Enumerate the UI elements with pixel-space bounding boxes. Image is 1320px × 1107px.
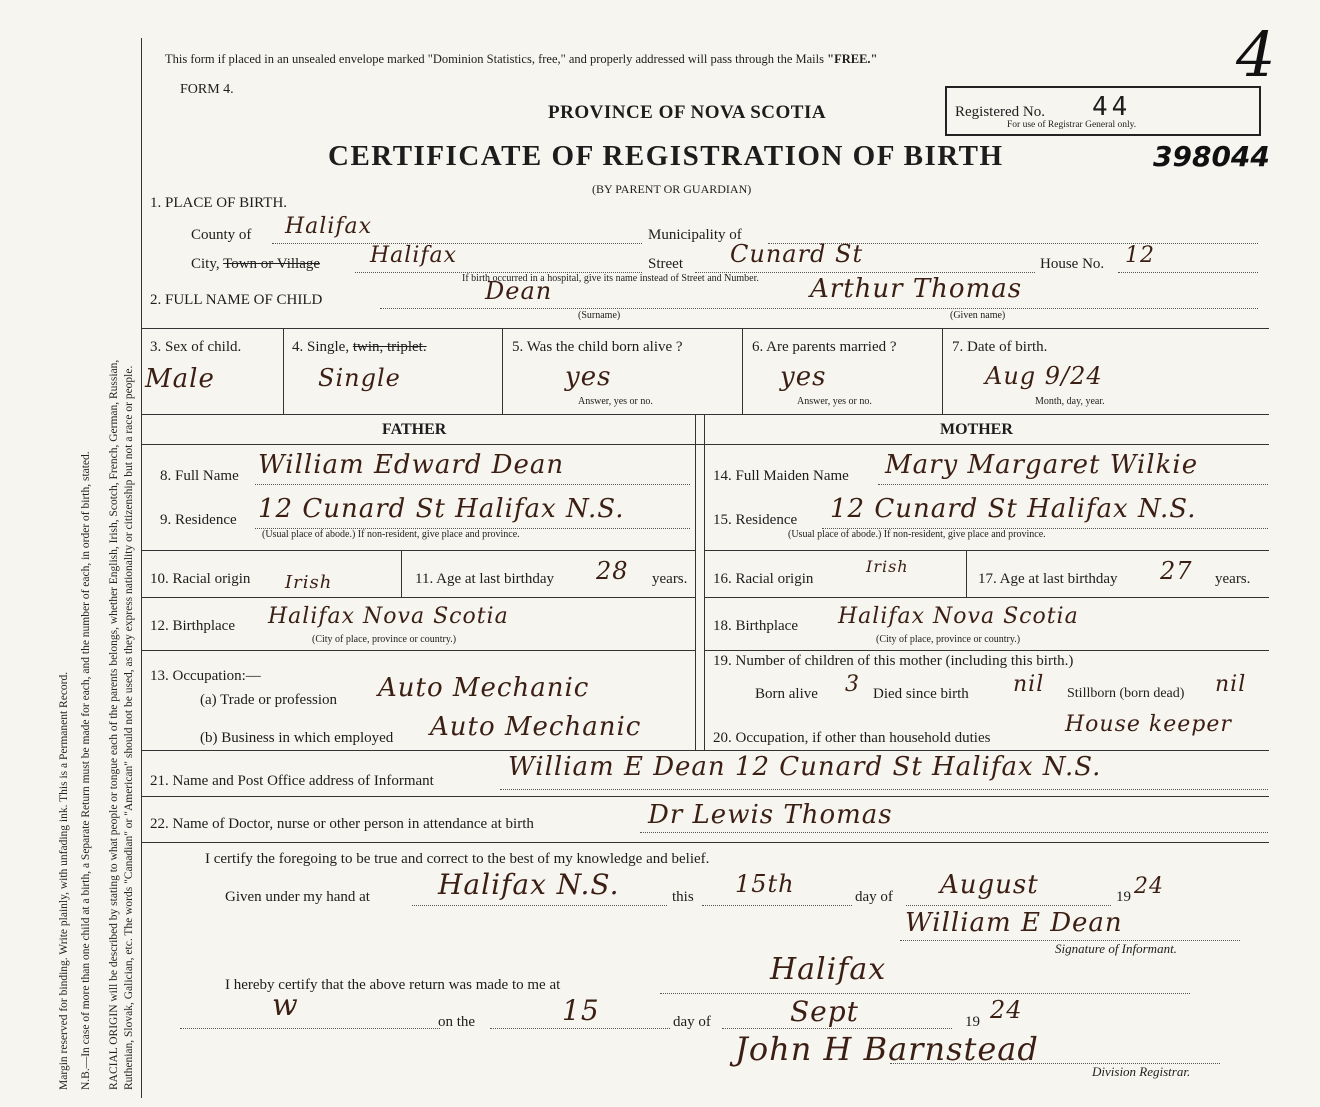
- born-alive-caption: Answer, yes or no.: [578, 396, 653, 407]
- mother-row-border-1: [704, 550, 1269, 551]
- row-top-border: [141, 328, 1269, 329]
- doctor-label: 22. Name of Doctor, nurse or other person in attendance at birth: [150, 816, 534, 832]
- plurality-value: Single: [318, 364, 401, 392]
- side-note-racial-origin-1: RACIAL ORIGIN will be described by stating to what people or tongue each of the parents belongs, whether English, Irish, Scotch, French, German, Russian,: [108, 359, 120, 1090]
- mother-heading: MOTHER: [940, 421, 1013, 438]
- mother-birthplace-value: Halifax Nova Scotia: [838, 604, 1079, 629]
- county-label: County of: [191, 227, 252, 243]
- child-name-label: 2. FULL NAME OF CHILD: [150, 292, 323, 308]
- mother-name-value: Mary Margaret Wilkie: [885, 450, 1199, 480]
- registrar-on-label: on the: [438, 1014, 476, 1030]
- registrar-month-line: [722, 1028, 952, 1029]
- place-of-birth-heading: 1. PLACE OF BIRTH.: [150, 195, 288, 211]
- mother-occupation-label: 20. Occupation, if other than household duties: [713, 730, 991, 746]
- mother-racial-value: Irish: [866, 557, 909, 576]
- registrar-year-prefix: 19: [965, 1014, 980, 1030]
- born-alive-label: 5. Was the child born alive ?: [512, 339, 683, 355]
- father-name-label: 8. Full Name: [160, 468, 239, 484]
- surname-caption: (Surname): [578, 310, 621, 321]
- father-row-border-1: [141, 550, 695, 551]
- mail-notice-text: This form if placed in an unsealed envelope marked "Dominion Statistics, free," and properly addressed will pass through the Mails: [165, 52, 824, 66]
- col-divider-2: [502, 328, 503, 414]
- dob-caption: Month, day, year.: [1035, 396, 1105, 407]
- informant-label: 21. Name and Post Office address of Informant: [150, 773, 434, 789]
- father-trade-value: Auto Mechanic: [378, 673, 590, 703]
- form-number: FORM 4.: [180, 82, 234, 97]
- mother-children-label: 19. Number of children of this mother (including this birth.): [713, 653, 1074, 669]
- father-birthplace-caption: (City of place, province or country.): [312, 634, 457, 645]
- father-business-value: Auto Mechanic: [430, 712, 642, 742]
- father-trade-label: (a) Trade or profession: [200, 692, 338, 708]
- informant-top-border: [141, 750, 1269, 751]
- province-heading: PROVINCE OF NOVA SCOTIA: [548, 102, 827, 123]
- informant-value: William E Dean 12 Cunard St Halifax N.S.: [508, 752, 1102, 782]
- registrar-place-value: Halifax: [770, 952, 887, 987]
- doctor-top-border: [141, 796, 1269, 797]
- father-occupation-label: 13. Occupation:—: [150, 668, 261, 684]
- registrar-statement: I hereby certify that the above return was made to me at: [225, 977, 561, 993]
- row-bottom-border: [141, 414, 1269, 415]
- parents-married-label: 6. Are parents married ?: [752, 339, 897, 355]
- registrar-day-value: 15: [562, 994, 600, 1027]
- hospital-note: If birth occurred in a hospital, give its name instead of Street and Number.: [462, 273, 759, 284]
- mother-residence-label: 15. Residence: [713, 512, 798, 528]
- mother-residence-caption: (Usual place of abode.) If non-resident, give place and province.: [788, 529, 1046, 540]
- parents-married-caption: Answer, yes or no.: [797, 396, 872, 407]
- informant-signature-caption: Signature of Informant.: [1055, 941, 1177, 956]
- registered-value: 44: [1092, 92, 1132, 122]
- died-since-birth-label: Died since birth: [873, 686, 969, 702]
- given-place-line: [412, 905, 667, 906]
- mother-birthplace-label: 18. Birthplace: [713, 618, 798, 634]
- informant-signature: William E Dean: [905, 908, 1123, 938]
- certificate-title: CERTIFICATE OF REGISTRATION OF BIRTH: [328, 140, 1004, 172]
- father-row-border-3: [141, 650, 695, 651]
- father-name-value: William Edward Dean: [258, 450, 565, 480]
- registrar-mark: w: [272, 988, 299, 1023]
- father-name-line: [255, 484, 690, 485]
- born-alive-value: yes: [565, 362, 612, 392]
- father-birthplace-label: 12. Birthplace: [150, 618, 235, 634]
- street-label: Street: [648, 256, 683, 272]
- sex-value: Male: [145, 364, 215, 394]
- father-residence-caption: (Usual place of abode.) If non-resident, give place and province.: [262, 529, 520, 540]
- father-business-label: (b) Business in which employed: [200, 730, 394, 746]
- father-racial-divider: [401, 550, 402, 597]
- left-border: [141, 38, 142, 1098]
- given-year-prefix: 19: [1116, 889, 1131, 905]
- mother-racial-label: 16. Racial origin: [713, 571, 814, 587]
- side-note-racial-origin-2: Ruthenian, Slovak, Galician, etc. The words "Canadian" or "American" should not be used, as they express nationality or citizenship but not a race or people.: [123, 365, 135, 1090]
- given-under-label: Given under my hand at: [225, 889, 370, 905]
- registrar-day-of-label: day of: [673, 1014, 711, 1030]
- registrar-left-line: [180, 1028, 440, 1029]
- county-value: Halifax: [285, 214, 373, 239]
- mother-age-unit: years.: [1215, 571, 1251, 587]
- mother-name-line: [878, 484, 1268, 485]
- corner-mark: 4: [1236, 18, 1277, 91]
- father-heading: FATHER: [382, 421, 447, 438]
- certificate-number: 398044: [1153, 140, 1270, 173]
- parents-divider-a: [695, 414, 696, 750]
- house-line: [1118, 272, 1258, 273]
- mother-age-value: 27: [1160, 557, 1193, 585]
- plurality-label: [292, 339, 427, 356]
- given-month-value: August: [940, 870, 1039, 900]
- mother-birthplace-caption: (City of place, province or country.): [876, 634, 1021, 645]
- col-divider-3: [742, 328, 743, 414]
- mother-racial-divider: [966, 550, 967, 597]
- parents-heading-border: [141, 444, 1269, 445]
- father-residence-label: 9. Residence: [160, 512, 237, 528]
- mail-notice-free: "FREE.": [827, 52, 878, 66]
- father-age-unit: years.: [652, 571, 688, 587]
- plurality-label-struck: twin, triplet.: [352, 339, 427, 355]
- given-day-of-label: day of: [855, 889, 893, 905]
- street-value: Cunard St: [730, 240, 864, 268]
- col-divider-1: [283, 328, 284, 414]
- city-label-group: [191, 256, 320, 273]
- parents-married-value: yes: [780, 362, 827, 392]
- given-place-value: Halifax N.S.: [438, 868, 620, 901]
- registrar-signature: John H Barnstead: [735, 1030, 1039, 1068]
- plurality-label-single: 4. Single,: [292, 339, 350, 355]
- given-year-value: 24: [1134, 874, 1164, 899]
- registered-label: Registered No.: [955, 104, 1045, 120]
- child-name-line: [380, 308, 1258, 309]
- mother-row-border-3: [704, 650, 1269, 651]
- sex-label: 3. Sex of child.: [150, 339, 242, 355]
- child-surname-value: Dean: [485, 277, 553, 305]
- dob-label: 7. Date of birth.: [952, 339, 1048, 355]
- city-value: Halifax: [370, 243, 458, 268]
- certification-statement: I certify the foregoing to be true and correct to the best of my knowledge and belief.: [205, 851, 710, 867]
- given-day-line: [702, 905, 852, 906]
- house-label: House No.: [1040, 256, 1105, 272]
- father-racial-value: Irish: [285, 572, 333, 593]
- registered-box: [945, 86, 1261, 136]
- registrar-day-line: [490, 1028, 670, 1029]
- father-row-border-2: [141, 597, 695, 598]
- died-since-birth-value: nil: [1013, 672, 1045, 697]
- mother-row-border-2: [704, 597, 1269, 598]
- father-age-label: 11. Age at last birthday: [415, 571, 554, 587]
- registrar-month-value: Sept: [790, 995, 859, 1028]
- municipality-label: Municipality of: [648, 227, 742, 243]
- stillborn-label: Stillborn (born dead): [1067, 686, 1185, 701]
- city-label: City,: [191, 256, 220, 272]
- certification-top-border: [141, 842, 1269, 843]
- house-value: 12: [1125, 243, 1155, 268]
- given-month-line: [906, 905, 1111, 906]
- born-alive-count-value: 3: [845, 672, 860, 697]
- stillborn-value: nil: [1215, 672, 1247, 697]
- child-given-value: Arthur Thomas: [810, 274, 1023, 304]
- mother-name-label: 14. Full Maiden Name: [713, 468, 849, 484]
- father-age-value: 28: [596, 557, 629, 585]
- certificate-subtitle: (BY PARENT OR GUARDIAN): [592, 182, 752, 196]
- born-alive-count-label: Born alive: [755, 686, 818, 702]
- father-residence-value: 12 Cunard St Halifax N.S.: [258, 494, 625, 524]
- given-this-label: this: [672, 889, 694, 905]
- given-day-value: 15th: [735, 870, 795, 898]
- dob-value: Aug 9/24: [985, 362, 1103, 390]
- registrar-note: For use of Registrar General only.: [1007, 120, 1137, 130]
- father-birthplace-value: Halifax Nova Scotia: [268, 604, 509, 629]
- registrar-year-value: 24: [990, 996, 1023, 1024]
- mail-notice: [165, 52, 877, 67]
- doctor-line: [640, 832, 1268, 833]
- parents-divider-b: [704, 414, 705, 750]
- father-racial-label: 10. Racial origin: [150, 571, 251, 587]
- town-village-struck: Town or Village: [223, 256, 321, 272]
- mother-age-label: 17. Age at last birthday: [978, 571, 1118, 587]
- registrar-place-line: [660, 993, 1190, 994]
- mother-occupation-value: House keeper: [1065, 712, 1232, 737]
- col-divider-4: [942, 328, 943, 414]
- mother-residence-value: 12 Cunard St Halifax N.S.: [830, 494, 1197, 524]
- given-caption: (Given name): [950, 310, 1006, 321]
- side-note-binding: Margin reserved for binding. Write plainly, with unfading ink. This is a Permanent Record.: [58, 671, 70, 1090]
- side-note-multiple-births: N.B.—In case of more than one child at a birth, a Separate Return must be made for each, and the number of each, in order of birth, stated.: [80, 451, 92, 1090]
- registrar-caption: Division Registrar.: [1092, 1064, 1191, 1079]
- informant-line: [500, 789, 1268, 790]
- doctor-value: Dr Lewis Thomas: [648, 800, 893, 830]
